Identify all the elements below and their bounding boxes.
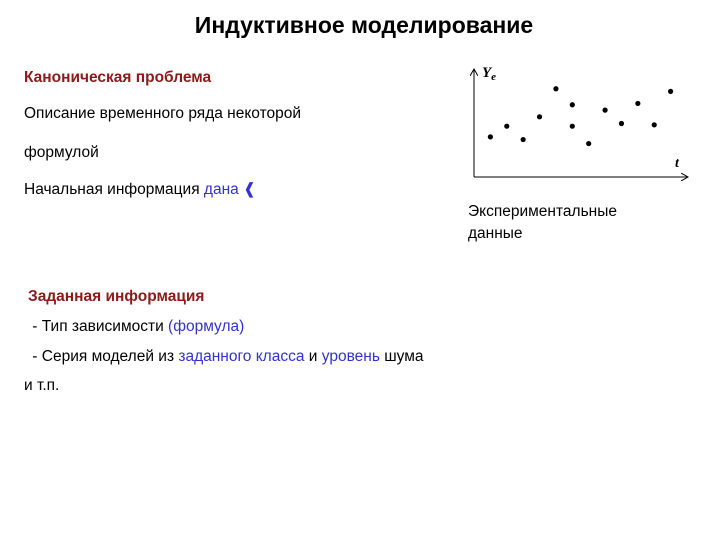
- given-line-2: [28, 347, 424, 367]
- canonical-heading: Каноническая проблема: [24, 69, 212, 86]
- canonical-line-3: [24, 180, 256, 200]
- data-point: [668, 89, 673, 94]
- given-highlight: дана: [203, 181, 239, 198]
- given-line-2-suffix: шума: [379, 348, 424, 365]
- canonical-line-3-text: Начальная информация: [24, 181, 204, 198]
- given-line-2-mid: и: [304, 348, 322, 365]
- formula-highlight: (формула): [168, 318, 245, 335]
- given-line-2-text: - Серия моделей из: [28, 348, 179, 365]
- data-point: [521, 137, 526, 142]
- data-point: [586, 141, 591, 146]
- data-point: [553, 86, 558, 91]
- data-point: [652, 122, 657, 127]
- y-axis-label: $Y_e$: [482, 65, 497, 83]
- data-point: [537, 114, 542, 119]
- canonical-line-1: Описание временного ряда некоторой: [24, 105, 302, 122]
- x-axis-label: t: [675, 156, 679, 171]
- page-title: Индуктивное моделирование: [194, 12, 534, 38]
- data-point: [570, 124, 575, 129]
- canonical-line-2: формулой: [24, 144, 99, 161]
- data-point: [635, 101, 640, 106]
- left-arrow-icon: ❰: [243, 181, 257, 198]
- plot-caption: [468, 201, 617, 245]
- given-line-1-text: - Тип зависимости: [28, 318, 169, 335]
- data-point: [570, 102, 575, 107]
- noise-level-highlight: уровень: [321, 348, 380, 365]
- data-point: [619, 121, 624, 126]
- data-point: [602, 108, 607, 113]
- plot-caption-line-1: Экспериментальные: [468, 203, 617, 220]
- model-class-highlight: заданного класса: [178, 348, 305, 365]
- scatter-plot: [455, 60, 695, 190]
- given-heading: Заданная информация: [28, 288, 205, 305]
- data-point: [504, 124, 509, 129]
- given-line-3: и т.п.: [24, 377, 60, 394]
- data-point: [488, 134, 493, 139]
- plot-caption-line-2: данные: [468, 225, 523, 242]
- data-points: [488, 86, 673, 146]
- given-line-1: [28, 317, 244, 337]
